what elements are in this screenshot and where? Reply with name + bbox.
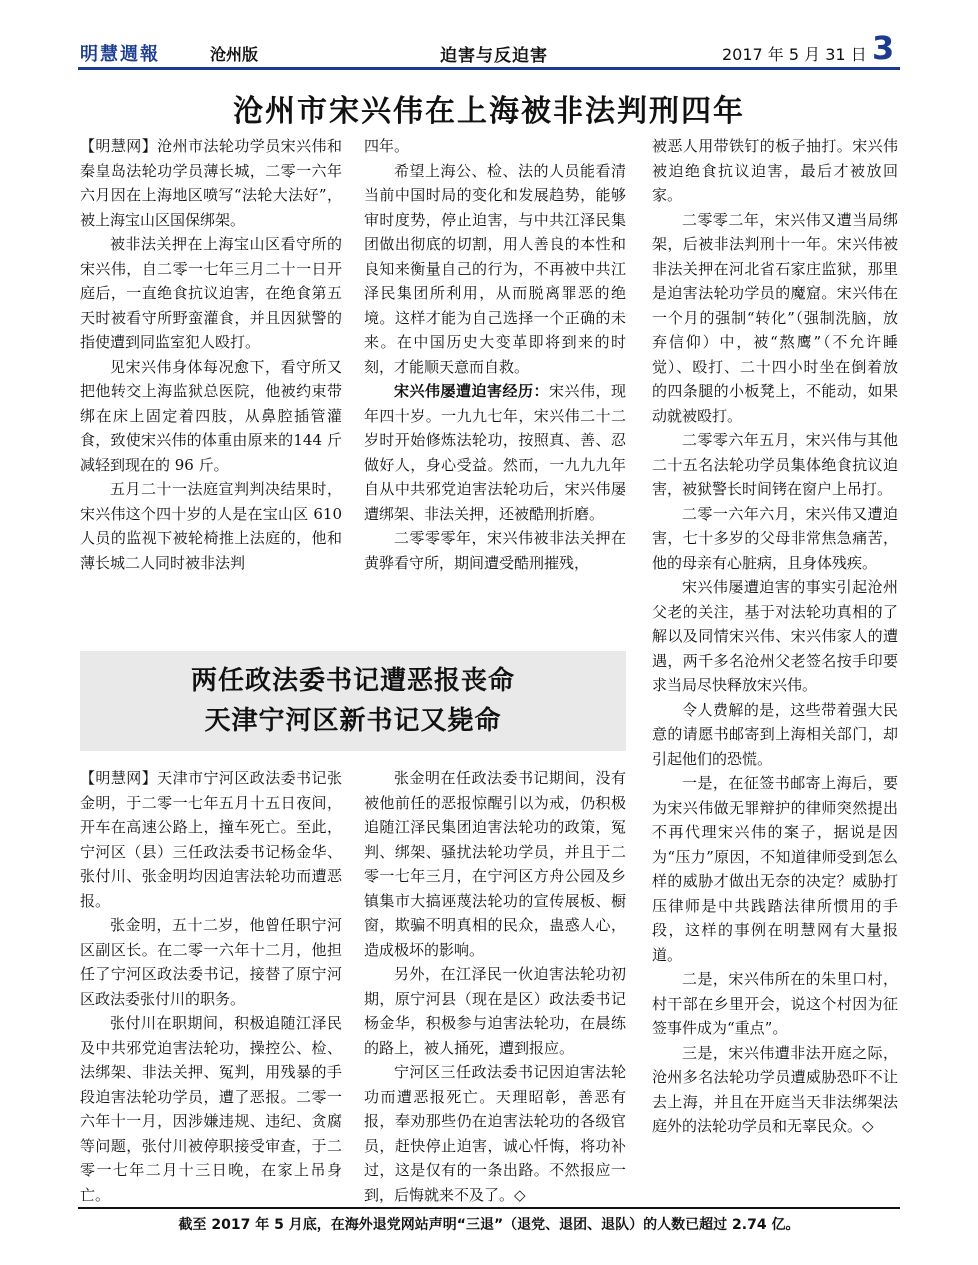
- paragraph: 四年。: [364, 137, 410, 155]
- footer-rule: [78, 1207, 900, 1209]
- paragraph: 被恶人用带铁钉的板子抽打。宋兴伟被迫绝食抗议迫害，最后才被放回家。: [652, 137, 898, 204]
- page-number: 3: [872, 29, 895, 67]
- paragraph: 二零零六年五月，宋兴伟与其他二十五名法轮功学员集体绝食抗议迫害，被狱警长时间铐在窗户上吊打。: [652, 431, 898, 498]
- paragraph: 希望上海公、检、法的人员能看清当前中国时局的变化和发展趋势，能够审时度势，停止迫害，与中共江泽民集团做出彻底的切割，用人善良的本性和良知来衡量自己的行为，不再被中共江泽民集团所利用，从而脱离罪恶的绝境。这样才能为自己选择一个正确的未来。在中国历史大变革即将到来的时刻，才能顺天意而自救。: [364, 161, 626, 376]
- paragraph: 一是，在征签书邮寄上海后，要为宋兴伟做无罪辩护的律师突然提出不再代理宋兴伟的案子，据说是因为“压力”原因，不知道律师受到怎么样的威胁才做出无奈的决定？威胁打压律师是中共践踏法律所惯用的手段，这样的事例在明慧网有大量报道。: [652, 774, 898, 964]
- paragraph: 宁河区三任政法委书记因迫害法轮功而遭恶报死亡。天理昭彰，善恶有报，奉劝那些仍在迫害法轮功的各级官员，赶快停止迫害，诚心忏悔，将功补过，这是仅有的一条出路。不然报应一到，后悔就来不及了。◇: [364, 1063, 626, 1204]
- paragraph: [364, 379, 626, 526]
- paragraph: 【明慧网】沧州市法轮功学员宋兴伟和秦皇岛法轮功学员薄长城，二零一六年六月因在上海地区喷写“法轮大法好”，被上海宝山区国保绑架。: [80, 137, 342, 229]
- section-title: 迫害与反迫害: [440, 46, 548, 66]
- paragraph: 张金明在任政法委书记期间，没有被他前任的恶报惊醒引以为戒，仍积极追随江泽民集团迫害法轮功的政策，冤判、绑架、骚扰法轮功学员，并且于二零一七年三月，在宁河区方舟公园及乡镇集市大搞诬蔑法轮功的宣传展板、橱窗，欺骗不明真相的民众，蛊惑人心，造成极坏的影响。: [364, 769, 626, 959]
- paragraph: 二零零零年，宋兴伟被非法关押在黄骅看守所，期间遭受酷刑摧残，: [364, 529, 626, 572]
- paragraph: 五月二十一法庭宣判判决结果时，宋兴伟这个四十岁的人是在宝山区 610 人员的监视下被轮椅推上法庭的，他和薄长城二人同时被非法判: [80, 480, 342, 572]
- paragraph: 【明慧网】天津市宁河区政法委书记张金明，于二零一七年五月十五日夜间，开车在高速公路上，撞车死亡。至此，宁河区（县）三任政法委书记杨金华、张付川、张金明均因迫害法轮功而遭恶报。: [80, 769, 342, 910]
- paragraph: 三是，宋兴伟遭非法开庭之际，沧州多名法轮功学员遭威胁恐吓不让去上海，并且在开庭当天非法绑架法庭外的法轮功学员和无辜民众。◇: [652, 1043, 898, 1135]
- header-rule: [78, 67, 900, 70]
- article1-title: 沧州市宋兴伟在上海被非法判刑四年: [233, 94, 745, 129]
- paragraph: 二零零二年，宋兴伟又遭当局绑架，后被非法判刑十一年。宋兴伟被非法关押在河北省石家庄监狱，那里是迫害法轮功学员的魔窟。宋兴伟在一个月的强制“转化”（强制洗脑，放弃信仰）中，被“熬鹰”（不允许睡觉）、殴打、二十四小时坐在倒着放的四条腿的小板凳上，不能动，如果动就被殴打。: [652, 210, 898, 425]
- footer-notice: 截至 2017 年 5 月底，在海外退党网站声明“三退”（退党、退团、退队）的人数已超过 2.74 亿。: [178, 1217, 800, 1233]
- article1-column-3: [652, 134, 898, 1139]
- article2-column-1: [80, 766, 342, 1207]
- article2-title-line2: 天津宁河区新书记又毙命: [204, 706, 502, 736]
- paragraph: 宋兴伟屡遭迫害的事实引起沧州父老的关注，基于对法轮功真相的了解以及同情宋兴伟、宋兴伟家人的遭遇，两千多名沧州父老签名按手印要求当局尽快释放宋兴伟。: [652, 578, 898, 694]
- paragraph-text: 宋兴伟，现年四十岁。一九九七年，宋兴伟二十二岁时开始修炼法轮功，按照真、善、忍做好人，身心受益。然而，一九九九年自从中共邪党迫害法轮功后，宋兴伟屡遭绑架、非法关押，还被酷刑折磨。: [364, 382, 626, 523]
- article2-column-2: [364, 766, 626, 1207]
- article1-column-2: [364, 134, 626, 575]
- article1-column-1: [80, 134, 342, 575]
- paragraph: 另外，在江泽民一伙迫害法轮功初期，原宁河县（现在是区）政法委书记杨金华，积极参与迫害法轮功，在晨练的路上，被人捅死，遭到报应。: [364, 965, 626, 1057]
- newspaper-brand: 明慧週報: [80, 44, 160, 65]
- paragraph: 张付川在职期间，积极追随江泽民及中共邪党迫害法轮功，操控公、检、法绑架、非法关押、冤判，用残暴的手段迫害法轮功学员，遭了恶报。二零一六年十一月，因涉嫌违规、违纪、贪腐等问题，张付川被停职接受审查，于二零一七年二月十三日晚，在家上吊身亡。: [80, 1014, 342, 1204]
- paragraph: 张金明，五十二岁，他曾任职宁河区副区长。在二零一六年十二月，他担任了宁河区政法委书记，接替了原宁河区政法委张付川的职务。: [80, 916, 342, 1008]
- issue-date: 2017 年 5 月 31 日: [722, 45, 867, 64]
- subhead: 宋兴伟屡遭迫害经历：: [394, 382, 549, 400]
- edition-label: 沧州版: [210, 45, 259, 64]
- paragraph: 见宋兴伟身体每况愈下，看守所又把他转交上海监狱总医院，他被约束带绑在床上固定着四肢，从鼻腔插管灌食，致使宋兴伟的体重由原来的144 斤减轻到现在的 96 斤。: [80, 357, 342, 474]
- article2-title-line1: 两任政法委书记遭恶报丧命: [190, 666, 515, 696]
- paragraph: 被非法关押在上海宝山区看守所的宋兴伟，自二零一七年三月二十一日开庭后，一直绝食抗议迫害，在绝食第五天时被看守所野蛮灌食，并且因狱警的指使遭到同监室犯人殴打。: [80, 235, 342, 351]
- paragraph: 令人费解的是，这些带着强大民意的请愿书邮寄到上海相关部门，却引起他们的恐慌。: [652, 700, 898, 768]
- paragraph: 二零一六年六月，宋兴伟又遭迫害，七十多岁的父母非常焦急痛苦，他的母亲有心脏病，且身体残疾。: [652, 504, 898, 572]
- paragraph: 二是，宋兴伟所在的朱里口村，村干部在乡里开会，说这个村因为征签事件成为“重点”。: [652, 970, 898, 1037]
